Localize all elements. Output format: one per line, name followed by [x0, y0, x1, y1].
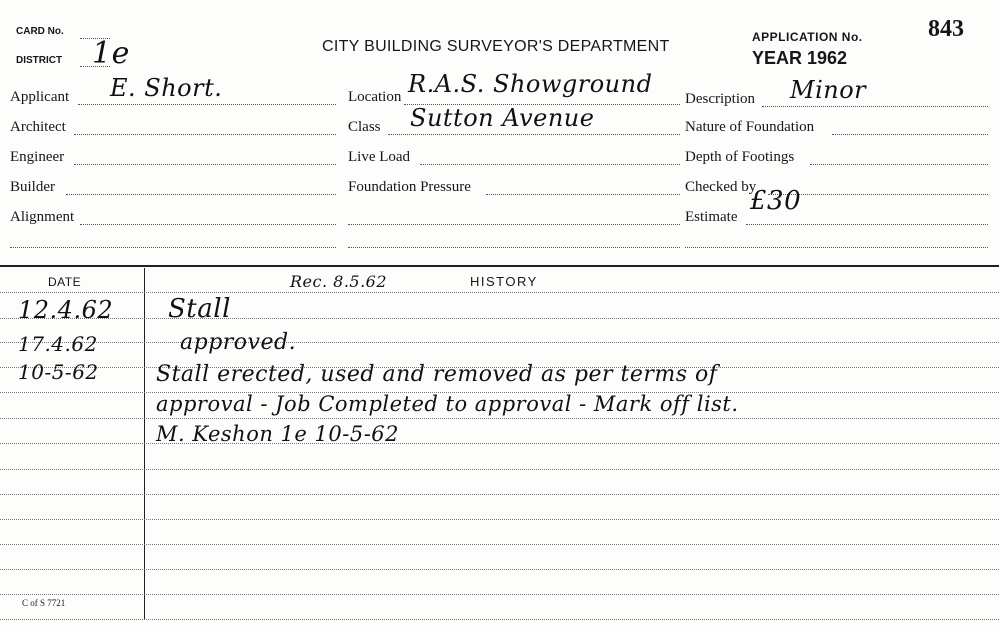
form-code: C of S 7721 — [22, 598, 66, 608]
class-value: Sutton Avenue — [410, 104, 595, 132]
description-value: Minor — [790, 76, 867, 104]
live-load-label: Live Load — [348, 149, 411, 165]
application-no-label: APPLICATION No. — [752, 30, 863, 44]
history-date-1: 12.4.62 — [18, 296, 114, 324]
card-no-label: CARD No. — [16, 26, 64, 37]
district-label: DISTRICT — [16, 55, 63, 66]
history-column-header: HISTORY — [470, 274, 538, 289]
section-divider — [0, 265, 999, 267]
history-date-2: 17.4.62 — [18, 332, 98, 356]
history-date-3: 10-5-62 — [18, 360, 99, 384]
estimate-label: Estimate — [685, 209, 738, 225]
department-title: CITY BUILDING SURVEYOR'S DEPARTMENT — [322, 38, 670, 55]
class-label: Class — [348, 119, 381, 135]
alignment-label: Alignment — [10, 209, 75, 225]
architect-label: Architect — [10, 119, 66, 135]
location-value: R.A.S. Showground — [408, 70, 653, 98]
date-column-header: DATE — [48, 275, 82, 289]
engineer-label: Engineer — [10, 149, 65, 165]
history-entry-2: approved. — [180, 330, 297, 355]
depth-of-footings-label: Depth of Footings — [685, 149, 795, 165]
year-label: YEAR 1962 — [752, 48, 848, 68]
received-note: Rec. 8.5.62 — [290, 272, 388, 291]
location-label: Location — [348, 89, 402, 105]
foundation-pressure-label: Foundation Pressure — [348, 179, 471, 195]
applicant-label: Applicant — [10, 89, 70, 105]
checked-by-label: Checked by — [685, 179, 757, 195]
applicant-value: E. Short. — [110, 74, 223, 102]
application-number: 843 — [928, 16, 964, 42]
district-value: 1e — [92, 36, 130, 71]
history-entry-3: Stall erected, used and removed as per terms of — [156, 362, 718, 387]
history-entry-1: Stall — [168, 294, 231, 324]
estimate-value: £30 — [750, 186, 802, 216]
nature-of-foundation-label: Nature of Foundation — [685, 119, 815, 135]
builder-label: Builder — [10, 179, 55, 195]
description-label: Description — [685, 91, 755, 107]
date-column-divider — [144, 268, 145, 620]
history-entry-5: M. Keshon 1e 10-5-62 — [156, 422, 400, 446]
history-entry-4: approval - Job Completed to approval - Mark off list. — [156, 392, 739, 416]
